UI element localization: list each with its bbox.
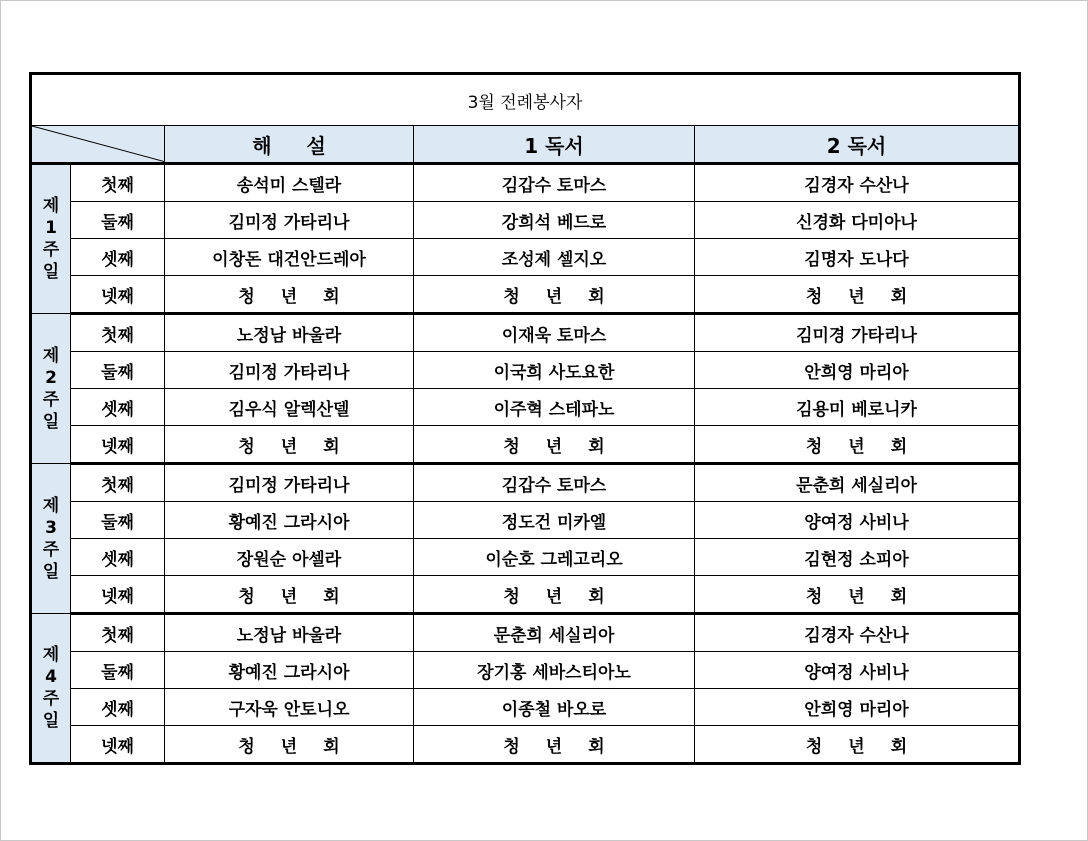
commentator-cell <box>165 614 414 652</box>
cell-text: 신경화 다미아나 <box>796 212 917 233</box>
cell-text: 황예진 그라시아 <box>228 662 350 683</box>
diagonal-line-icon <box>32 126 165 162</box>
cell-text: 조성제 셀지오 <box>501 249 607 270</box>
cell-text: 청년회 <box>805 436 934 457</box>
cell-text: 청년회 <box>805 586 934 607</box>
cell-text: 정도건 미카엘 <box>501 512 607 533</box>
header-second-reading: 2 독서 <box>695 126 1020 164</box>
diagonal-corner-cell <box>31 126 165 164</box>
commentator-cell <box>165 689 414 726</box>
second-reader-cell <box>695 239 1020 276</box>
cell-text: 김미경 가타리나 <box>796 325 917 346</box>
commentator-cell <box>165 314 414 352</box>
table-row <box>31 614 1020 652</box>
cell-text: 이주혁 스테파노 <box>493 399 615 420</box>
commentator-cell <box>165 164 414 202</box>
header-first-reading: 1 독서 <box>414 126 695 164</box>
week-label-char: 일 <box>42 561 60 582</box>
week-label-char: 2 <box>45 367 57 388</box>
week-label-char: 제 <box>42 196 60 216</box>
cell-text: 청년회 <box>503 586 631 607</box>
sunday-ordinal: 넷째 <box>71 426 165 464</box>
sunday-ordinal: 둘째 <box>71 352 165 389</box>
commentator-cell <box>165 426 414 464</box>
cell-text: 청년회 <box>238 586 366 607</box>
week-label-2 <box>31 314 71 464</box>
cell-text: 김갑수 토마스 <box>501 175 607 196</box>
commentator-cell <box>165 276 414 314</box>
cell-text: 김현정 소피아 <box>804 549 909 570</box>
cell-text: 장기홍 세바스티아노 <box>477 662 631 683</box>
second-reader-cell <box>695 726 1020 764</box>
table-row <box>31 314 1020 352</box>
cell-text: 김용미 베로니카 <box>796 399 917 420</box>
sunday-ordinal: 첫째 <box>71 614 165 652</box>
week-label-char: 제 <box>42 495 60 516</box>
first-reader-cell <box>414 689 695 726</box>
cell-text: 청년회 <box>805 286 934 307</box>
second-reader-cell <box>695 576 1020 614</box>
cell-text: 청년회 <box>503 286 631 307</box>
cell-text: 김미정 가타리나 <box>228 362 350 383</box>
first-reader-cell <box>414 576 695 614</box>
second-reader-cell <box>695 276 1020 314</box>
sunday-ordinal: 둘째 <box>71 202 165 239</box>
table-row <box>31 164 1020 202</box>
week-label-char: 3 <box>45 517 57 538</box>
sunday-ordinal: 셋째 <box>71 689 165 726</box>
commentator-cell <box>165 352 414 389</box>
first-reader-cell <box>414 239 695 276</box>
first-reader-cell <box>414 352 695 389</box>
cell-text: 장원순 아셀라 <box>236 549 342 570</box>
cell-text: 청년회 <box>238 436 366 457</box>
sunday-ordinal: 둘째 <box>71 652 165 689</box>
table-row <box>31 689 1020 726</box>
table-row <box>31 576 1020 614</box>
commentator-cell <box>165 539 414 576</box>
cell-text: 청년회 <box>503 736 631 757</box>
week-label-4 <box>31 614 71 764</box>
cell-text: 안희영 마리아 <box>804 362 909 383</box>
sunday-ordinal: 첫째 <box>71 464 165 502</box>
commentator-cell <box>165 726 414 764</box>
sunday-ordinal: 넷째 <box>71 726 165 764</box>
second-reader-cell <box>695 202 1020 239</box>
cell-text: 김갑수 토마스 <box>501 475 607 496</box>
first-reader-cell <box>414 539 695 576</box>
sunday-ordinal: 둘째 <box>71 502 165 539</box>
table-row <box>31 502 1020 539</box>
week-label-char: 1 <box>45 218 57 238</box>
cell-text: 청년회 <box>238 736 366 757</box>
week-label-char: 주 <box>42 539 60 560</box>
commentator-cell <box>165 239 414 276</box>
second-reader-cell <box>695 389 1020 426</box>
cell-text: 양여정 사비나 <box>804 512 909 533</box>
cell-text: 김미정 가타리나 <box>228 212 350 233</box>
table-row <box>31 726 1020 764</box>
week-label-char: 제 <box>42 645 60 665</box>
cell-text: 구자욱 안토니오 <box>228 699 350 720</box>
first-reader-cell <box>414 726 695 764</box>
sunday-ordinal: 셋째 <box>71 239 165 276</box>
cell-text: 노정남 바울라 <box>236 325 342 346</box>
first-reader-cell <box>414 314 695 352</box>
first-reader-cell <box>414 502 695 539</box>
sunday-ordinal: 넷째 <box>71 576 165 614</box>
second-reader-cell <box>695 689 1020 726</box>
commentator-cell <box>165 576 414 614</box>
table-row <box>31 276 1020 314</box>
second-reader-cell <box>695 426 1020 464</box>
header-commentary <box>165 126 414 164</box>
cell-text: 이순호 그레고리오 <box>485 549 623 570</box>
week-label-char: 주 <box>42 240 60 260</box>
commentator-cell <box>165 202 414 239</box>
cell-text: 이창돈 대건안드레아 <box>212 249 366 270</box>
first-reader-cell <box>414 652 695 689</box>
cell-text: 노정남 바울라 <box>236 625 342 646</box>
week-label-1 <box>31 164 71 314</box>
cell-text: 김명자 도나다 <box>804 249 909 270</box>
cell-text: 이국희 사도요한 <box>493 362 615 383</box>
week-label-char: 일 <box>42 411 60 432</box>
sunday-ordinal: 셋째 <box>71 539 165 576</box>
second-reader-cell <box>695 352 1020 389</box>
second-reader-cell <box>695 164 1020 202</box>
second-reader-cell <box>695 502 1020 539</box>
sunday-ordinal: 첫째 <box>71 314 165 352</box>
roster-table <box>29 72 1021 765</box>
table-row <box>31 426 1020 464</box>
commentator-cell <box>165 389 414 426</box>
cell-text: 김경자 수산나 <box>804 625 909 646</box>
commentator-cell <box>165 502 414 539</box>
first-reader-cell <box>414 276 695 314</box>
first-reader-cell <box>414 464 695 502</box>
cell-text: 이재욱 토마스 <box>501 325 607 346</box>
second-reader-cell <box>695 314 1020 352</box>
second-reader-cell <box>695 652 1020 689</box>
cell-text: 문춘희 세실리아 <box>493 625 615 646</box>
week-label-char: 제 <box>42 345 60 366</box>
table-row <box>31 202 1020 239</box>
week-label-3 <box>31 464 71 614</box>
week-label-char: 4 <box>45 667 57 687</box>
table-title: 3월 전례봉사자 <box>31 74 1020 126</box>
table-row <box>31 352 1020 389</box>
cell-text: 김미정 가타리나 <box>228 475 350 496</box>
header-label: 해 설 <box>252 133 340 158</box>
cell-text: 강희석 베드로 <box>501 212 607 233</box>
cell-text: 송석미 스텔라 <box>236 175 342 196</box>
table-row <box>31 389 1020 426</box>
cell-text: 청년회 <box>805 736 934 757</box>
second-reader-cell <box>695 539 1020 576</box>
second-reader-cell <box>695 464 1020 502</box>
cell-text: 김우식 알렉산델 <box>228 399 350 420</box>
table-row <box>31 464 1020 502</box>
cell-text: 김경자 수산나 <box>804 175 909 196</box>
cell-text: 문춘희 세실리아 <box>796 475 917 496</box>
sunday-ordinal: 셋째 <box>71 389 165 426</box>
table-row <box>31 239 1020 276</box>
first-reader-cell <box>414 164 695 202</box>
week-label-char: 주 <box>42 689 60 709</box>
sunday-ordinal: 첫째 <box>71 164 165 202</box>
cell-text: 안희영 마리아 <box>804 699 909 720</box>
cell-text: 청년회 <box>503 436 631 457</box>
cell-text: 청년회 <box>238 286 366 307</box>
table-row <box>31 539 1020 576</box>
commentator-cell <box>165 464 414 502</box>
cell-text: 양여정 사비나 <box>804 662 909 683</box>
header-row <box>31 126 1020 164</box>
week-label-char: 일 <box>42 711 60 731</box>
table-row <box>31 652 1020 689</box>
cell-text: 이종철 바오로 <box>501 699 607 720</box>
first-reader-cell <box>414 614 695 652</box>
commentator-cell <box>165 652 414 689</box>
cell-text: 황예진 그라시아 <box>228 512 350 533</box>
week-label-char: 주 <box>42 389 60 410</box>
first-reader-cell <box>414 389 695 426</box>
first-reader-cell <box>414 202 695 239</box>
sunday-ordinal: 넷째 <box>71 276 165 314</box>
second-reader-cell <box>695 614 1020 652</box>
first-reader-cell <box>414 426 695 464</box>
week-label-char: 일 <box>42 262 60 282</box>
